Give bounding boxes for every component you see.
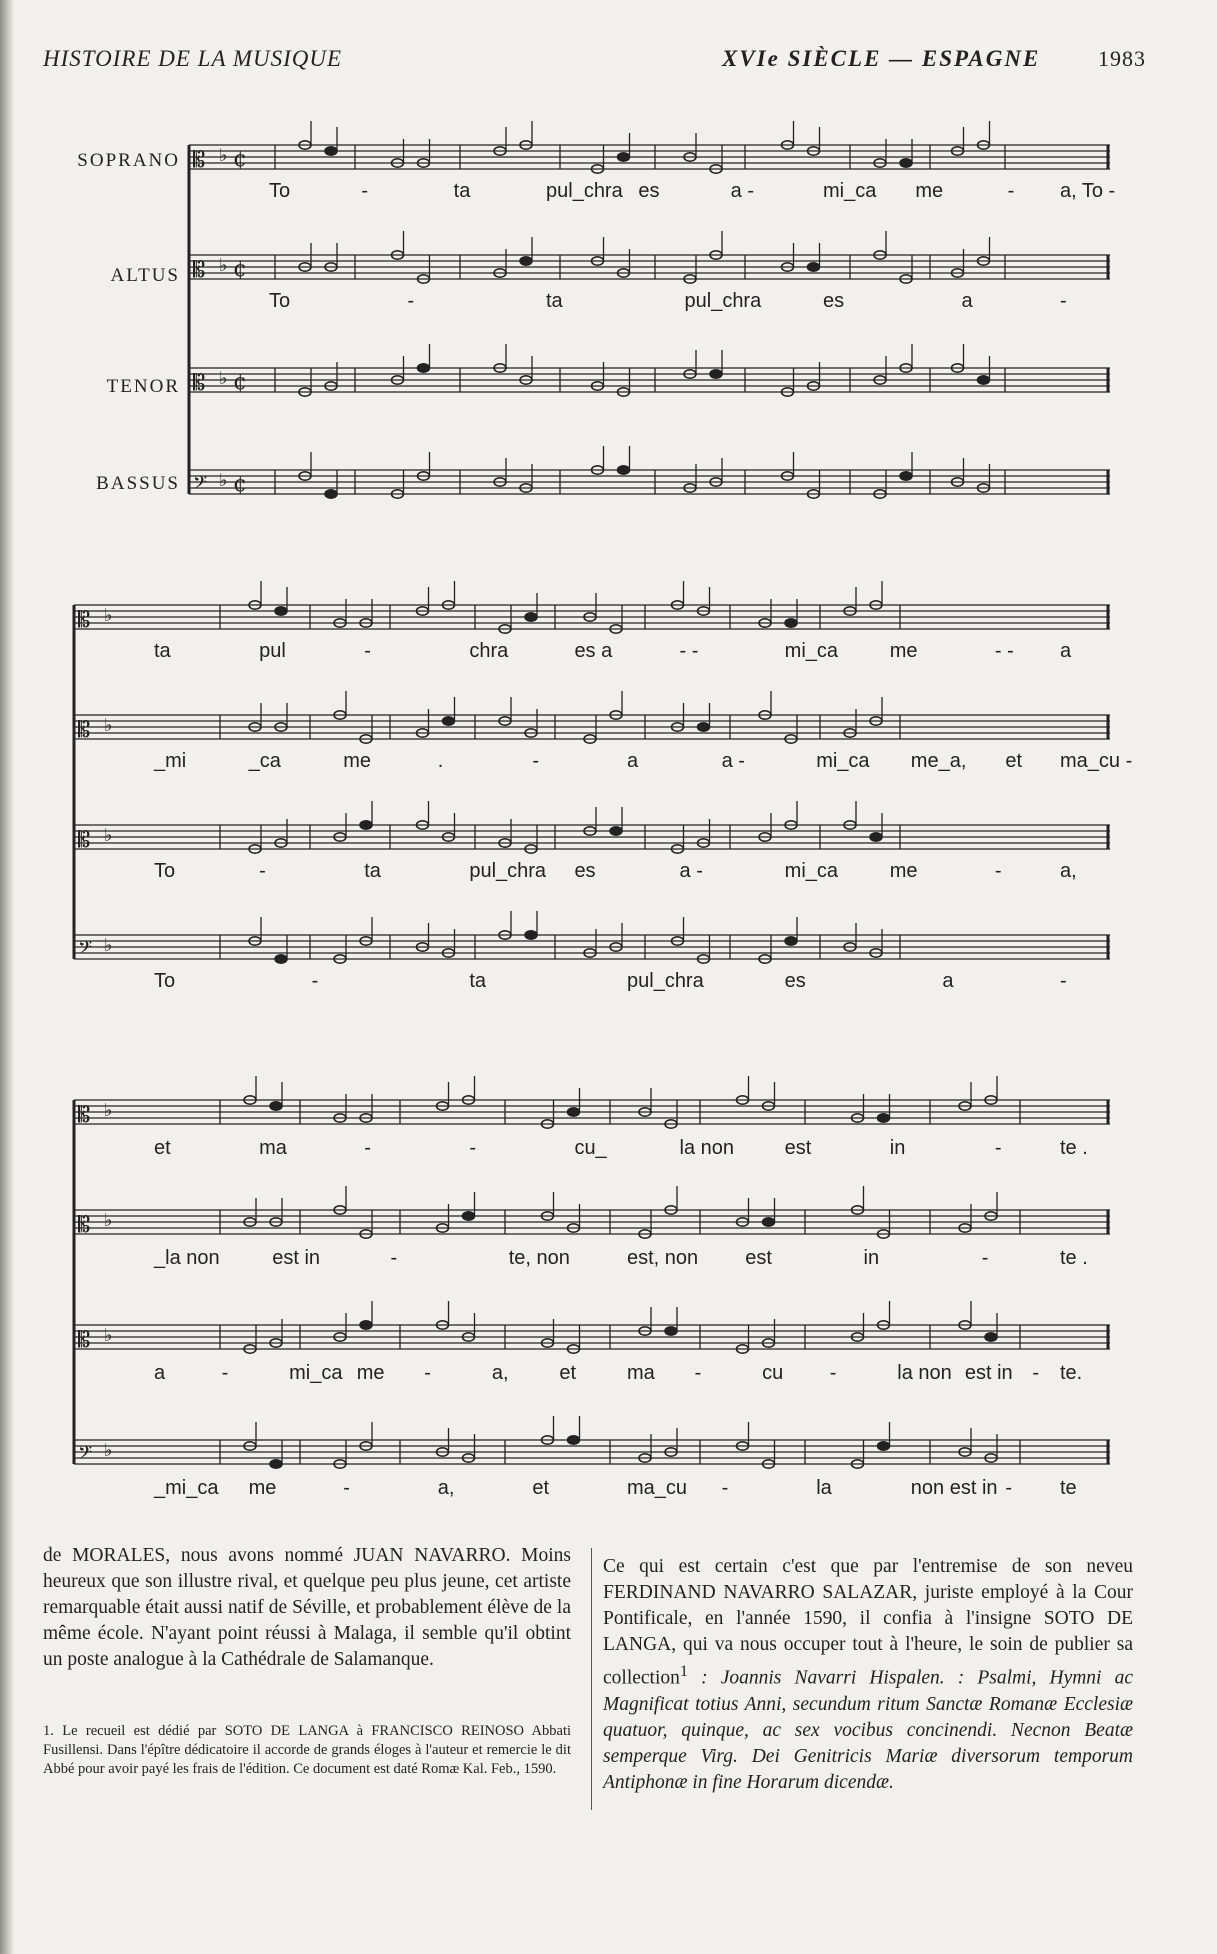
lyric-syllable: -	[1060, 970, 1067, 992]
music-system-2	[70, 570, 1133, 1030]
note-head	[610, 827, 622, 835]
note-head	[900, 159, 912, 167]
c-clef: 𝄡	[78, 718, 91, 743]
lyric-syllable: pul_chra	[627, 970, 704, 992]
c-clef: 𝄡	[193, 148, 206, 173]
footnote-reference: 1	[679, 1662, 689, 1680]
note-head	[985, 1333, 997, 1341]
lyric-syllable: es	[638, 180, 660, 202]
key-signature-flat: ♭	[104, 1100, 113, 1121]
time-signature: ¢	[233, 147, 247, 172]
lyric-syllable: -	[829, 1362, 837, 1384]
c-clef: 𝄡	[78, 828, 91, 853]
lyric-syllable: a	[1060, 640, 1072, 662]
lyric-syllable: mi_ca	[823, 180, 877, 202]
lyric-syllable: a,	[437, 1477, 455, 1499]
lyric-syllable: chra	[469, 640, 509, 662]
note-head	[710, 370, 722, 378]
lyric-syllable: -	[1007, 180, 1015, 202]
lyric-syllable: -	[694, 1362, 702, 1384]
lyric-syllable: -	[424, 1362, 431, 1384]
lyric-syllable: a,	[1060, 860, 1077, 882]
lyric-syllable: la	[816, 1477, 832, 1499]
lyric-syllable: -	[259, 860, 266, 882]
note-head	[463, 1212, 475, 1220]
key-signature-flat: ♭	[104, 715, 113, 736]
lyric-syllable: To	[154, 970, 176, 992]
lyric-syllable: me	[915, 180, 944, 202]
running-header-section: XVIe SIÈCLE — ESPAGNE	[722, 46, 1041, 71]
c-clef: 𝄡	[78, 1213, 91, 1238]
note-head	[568, 1436, 580, 1444]
time-signature: ¢	[233, 472, 247, 497]
c-clef: 𝄡	[78, 1103, 91, 1128]
lyric-syllable: -	[1032, 1362, 1040, 1384]
lyric-syllable: ta	[154, 640, 171, 662]
note-head	[870, 833, 882, 841]
lyric-syllable: .	[437, 750, 444, 772]
lyric-syllable: ta	[364, 860, 381, 882]
lyric-syllable: To	[269, 290, 291, 312]
footnote-text: Le recueil est dédié par SOTO DE LANGA à FRANCISCO REINOSO Abbati Fusillensi. Dans l'épître dédicatoire il accorde de grands éloges à l'auteur et remercie le dit Abbé pour avoir payé les frais de l'édition. Ce document est daté Romæ Kal. Feb., 1590.	[43, 1723, 572, 1777]
note-head	[618, 153, 630, 161]
lyric-syllable: mi_ca	[784, 860, 839, 882]
lyric-syllable: - -	[679, 640, 699, 662]
lyric-syllable: me	[889, 860, 918, 882]
voice-label-soprano: SOPRANO	[77, 150, 180, 171]
key-signature-flat: ♭	[104, 1440, 113, 1461]
note-head	[763, 1218, 775, 1226]
note-head	[520, 257, 532, 265]
lyric-syllable: ma	[627, 1362, 655, 1384]
key-signature-flat: ♭	[219, 255, 228, 276]
lyric-syllable: cu	[762, 1362, 784, 1384]
music-system-3	[70, 1055, 1115, 1515]
lyric-syllable: la non	[897, 1362, 952, 1384]
lyric-syllable: a	[961, 290, 973, 312]
music-system-1	[185, 125, 1115, 515]
lyric-syllable: es	[574, 860, 596, 882]
lyric-syllable: _ca	[248, 750, 281, 772]
footnote-number: 1.	[43, 1723, 54, 1739]
lyric-syllable: -	[407, 290, 415, 312]
lyric-syllable: ma_cu -	[1060, 750, 1133, 772]
lyric-syllable: est	[745, 1247, 772, 1269]
lyric-syllable: a	[154, 1362, 166, 1384]
note-head	[618, 466, 630, 474]
lyric-syllable: ta	[546, 290, 563, 312]
lyric-syllable: -	[364, 1137, 371, 1159]
lyric-syllable: -	[994, 1137, 1002, 1159]
lyric-syllable: ta	[469, 970, 487, 992]
column-divider	[591, 1548, 592, 1810]
lyric-syllable: te .	[1060, 1137, 1088, 1159]
lyric-syllable: pul	[259, 640, 286, 662]
note-head	[878, 1442, 890, 1450]
lyric-syllable: ma	[259, 1137, 287, 1159]
lyric-syllable: -	[311, 970, 319, 992]
note-head	[525, 931, 537, 939]
lyric-syllable: la non	[679, 1137, 735, 1159]
page-binding-shadow	[0, 0, 14, 1954]
note-head	[418, 364, 430, 372]
lyric-syllable: in	[889, 1137, 906, 1159]
lyric-syllable: non est in	[910, 1477, 998, 1499]
lyric-syllable: -	[532, 750, 540, 772]
lyric-syllable: cu_	[574, 1137, 607, 1159]
lyric-syllable: ta	[453, 180, 471, 202]
note-head	[878, 1114, 890, 1122]
page-number: 1983	[1098, 46, 1146, 71]
c-clef: 𝄡	[193, 371, 206, 396]
note-head	[360, 821, 372, 829]
lyric-syllable: -	[981, 1247, 989, 1269]
lyric-syllable: est	[784, 1137, 812, 1159]
lyric-syllable: es	[784, 970, 806, 992]
lyric-syllable: -	[361, 180, 369, 202]
lyric-syllable: _la non	[154, 1247, 220, 1269]
c-clef: 𝄡	[193, 258, 206, 283]
lyric-syllable: - -	[994, 640, 1014, 662]
c-clef: 𝄡	[78, 1328, 91, 1353]
note-head	[785, 937, 797, 945]
lyric-syllable: est, non	[627, 1247, 699, 1269]
lyric-syllable: -	[721, 1477, 729, 1499]
lyric-syllable: me	[343, 750, 371, 772]
note-head	[665, 1327, 677, 1335]
voice-label-altus: ALTUS	[110, 265, 180, 286]
note-head	[275, 607, 287, 615]
voice-label-bassus: BASSUS	[96, 473, 180, 494]
lyric-syllable: -	[994, 860, 1002, 882]
note-head	[808, 263, 820, 271]
lyric-syllable: me_a,	[910, 750, 967, 772]
lyric-syllable: ma_cu	[627, 1477, 688, 1499]
body-paragraph-left: de MORALES, nous avons nommé JUAN NAVARRO. Moins heureux que son illustre rival, et quelque peu plus jeune, cet artiste remarquable était aussi natif de Séville, et probablement élève de la même école. N'ayant point réussi à Malaga, il semble qu'il obtint un poste analogue à la Cathédrale de Salamanque.	[43, 1545, 571, 1670]
lyric-syllable: a	[627, 750, 639, 772]
lyric-syllable: es a	[574, 640, 613, 662]
note-head	[698, 723, 710, 731]
lyric-syllable: pul_chra	[546, 180, 623, 202]
lyric-syllable: et	[1005, 750, 1023, 772]
lyric-syllable: -	[221, 1362, 229, 1384]
note-head	[275, 955, 287, 963]
lyric-syllable: -	[1005, 1477, 1013, 1499]
lyric-syllable: est in	[964, 1362, 1013, 1384]
note-head	[360, 1321, 372, 1329]
key-signature-flat: ♭	[219, 470, 228, 491]
lyric-syllable: pul_chra	[684, 290, 762, 312]
lyric-syllable: me	[889, 640, 918, 662]
time-signature: ¢	[233, 257, 247, 282]
lyric-syllable: mi_ca	[816, 750, 870, 772]
note-head	[443, 717, 455, 725]
lyric-syllable: -	[1060, 290, 1067, 312]
note-head	[525, 613, 537, 621]
key-signature-flat: ♭	[104, 825, 113, 846]
running-header-title: HISTOIRE DE LA MUSIQUE	[43, 46, 343, 71]
note-head	[900, 472, 912, 480]
lyric-syllable: a	[942, 970, 954, 992]
note-head	[325, 490, 337, 498]
lyric-syllable: a -	[679, 860, 703, 882]
lyric-syllable: me	[356, 1362, 385, 1384]
lyric-syllable: To	[154, 860, 176, 882]
lyric-syllable: a,	[491, 1362, 509, 1384]
lyric-syllable: est in	[272, 1247, 321, 1269]
lyric-syllable: -	[469, 1137, 477, 1159]
note-head	[325, 147, 337, 155]
note-head	[785, 619, 797, 627]
c-clef: 𝄡	[78, 608, 91, 633]
bass-clef: 𝄢	[193, 473, 208, 498]
note-head	[568, 1108, 580, 1116]
key-signature-flat: ♭	[104, 1210, 113, 1231]
lyric-syllable: in	[863, 1247, 880, 1269]
bass-clef: 𝄢	[78, 938, 93, 963]
time-signature: ¢	[233, 370, 247, 395]
lyric-syllable: et	[154, 1137, 171, 1159]
voice-label-tenor: TENOR	[106, 376, 180, 397]
bass-clef: 𝄢	[78, 1443, 93, 1468]
lyric-syllable: pul_chra	[469, 860, 547, 882]
key-signature-flat: ♭	[219, 145, 228, 166]
lyric-syllable: te .	[1060, 1247, 1088, 1269]
lyric-syllable: mi_ca	[784, 640, 839, 662]
lyric-syllable: -	[390, 1247, 398, 1269]
key-signature-flat: ♭	[219, 368, 228, 389]
collection-title: : Joannis Navarri Hispalen. : Psalmi, Hymni ac Magnificat totius Anni, secundum ritum Sanctæ Romanæ Ecclesiæ quatuor, quinque, ac sex vocibus concinendi. Necnon Beatæ semperque Virg. Dei Genitricis Mariæ diversorum temporum Antiphonæ in fine Horarum dicendæ.	[603, 1667, 1133, 1793]
lyric-syllable: a -	[721, 750, 745, 772]
lyric-syllable: me	[248, 1477, 277, 1499]
lyric-syllable: To	[269, 180, 291, 202]
lyric-syllable: es	[823, 290, 845, 312]
footnote	[43, 1722, 571, 1779]
lyric-syllable: _mi	[154, 750, 187, 772]
note-head	[270, 1460, 282, 1468]
lyric-syllable: et	[559, 1362, 577, 1384]
body-paragraph-right	[603, 1554, 1133, 1796]
key-signature-flat: ♭	[104, 1325, 113, 1346]
lyric-syllable: mi_ca	[289, 1362, 343, 1384]
body-paragraph-right-text: Ce qui est certain c'est que par l'entremise de son neveu FERDINAND NAVARRO SALAZAR, juriste employé à la Cour Pontificale, en l'année 1590, il confia à l'insigne SOTO DE LANGA, qui va nous occuper tout à l'heure, le soin de publier sa collection	[603, 1556, 1133, 1689]
key-signature-flat: ♭	[104, 605, 113, 626]
lyric-syllable: -	[343, 1477, 350, 1499]
note-head	[978, 376, 990, 384]
lyric-syllable: te	[1060, 1477, 1077, 1499]
lyric-syllable: _mi_ca	[154, 1477, 219, 1499]
lyric-syllable: et	[532, 1477, 550, 1499]
lyric-syllable: te, non	[508, 1247, 570, 1269]
lyric-syllable: a -	[730, 180, 755, 202]
note-head	[270, 1102, 282, 1110]
lyric-syllable: a, To -	[1060, 180, 1116, 202]
key-signature-flat: ♭	[104, 935, 113, 956]
lyric-syllable: te.	[1060, 1362, 1083, 1384]
lyric-syllable: -	[364, 640, 371, 662]
